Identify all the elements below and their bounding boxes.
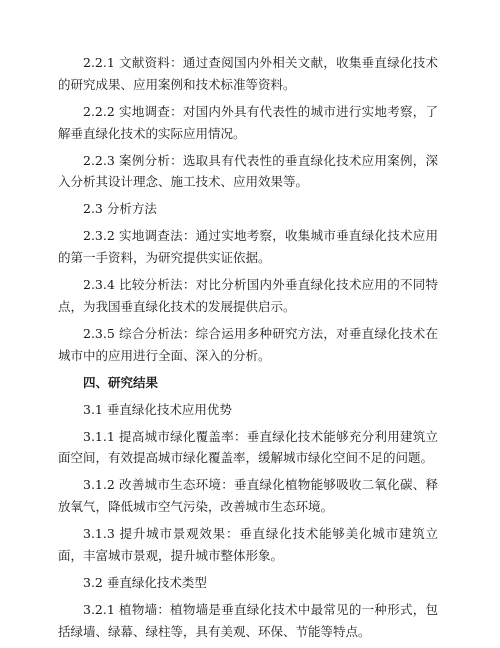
subheading-3-1: 3.1 垂直绿化技术应用优势 <box>83 401 232 417</box>
subheading-3-2: 3.2 垂直绿化技术类型 <box>83 574 207 590</box>
paragraph-2-3-5: 2.3.5 综合分析法：综合运用多种研究方法，对垂直绿化技术在城市中的应用进行全面、深入的分析。 <box>58 325 438 363</box>
section-heading-results: 四、研究结果 <box>83 374 159 390</box>
paragraph-3-1-3: 3.1.3 提升城市景观效果：垂直绿化技术能够美化城市建筑立面，丰富城市景观，提升城市整体形象。 <box>58 526 438 563</box>
paragraph-3-1-2: 3.1.2 改善城市生态环境：垂直绿化植物能够吸收二氧化碳、释放氧气，降低城市空气污染，改善城市生态环境。 <box>58 477 438 515</box>
paragraph-2-3-4: 2.3.4 比较分析法：对比分析国内外垂直绿化技术应用的不同特点，为我国垂直绿化技术的发展提供启示。 <box>58 277 438 314</box>
paragraph-2-2-1: 2.2.1 文献资料：通过查阅国内外相关文献，收集垂直绿化技术的研究成果、应用案例和技术标准等资料。 <box>58 55 438 92</box>
paragraph-2-2-2: 2.2.2 实地调查：对国内外具有代表性的城市进行实地考察，了解垂直绿化技术的实际应用情况。 <box>58 103 438 141</box>
paragraph-2-3-2: 2.3.2 实地调查法：通过实地考察，收集城市垂直绿化技术应用的第一手资料，为研究提供实证依据。 <box>58 228 438 266</box>
subheading-2-3: 2.3 分析方法 <box>83 201 157 217</box>
paragraph-3-1-1: 3.1.1 提高城市绿化覆盖率：垂直绿化技术能够充分利用建筑立面空间，有效提高城市绿化覆盖率，缓解城市绿化空间不足的问题。 <box>58 428 438 466</box>
paragraph-2-2-3: 2.2.3 案例分析：选取具有代表性的垂直绿化技术应用案例，深入分析其设计理念、施工技术、应用效果等。 <box>58 152 438 190</box>
document-body <box>58 52 438 648</box>
paragraph-3-2-1: 3.2.1 植物墙：植物墙是垂直绿化技术中最常见的一种形式，包括绿墙、绿幕、绿柱等，具有美观、环保、节能等特点。 <box>58 601 438 639</box>
